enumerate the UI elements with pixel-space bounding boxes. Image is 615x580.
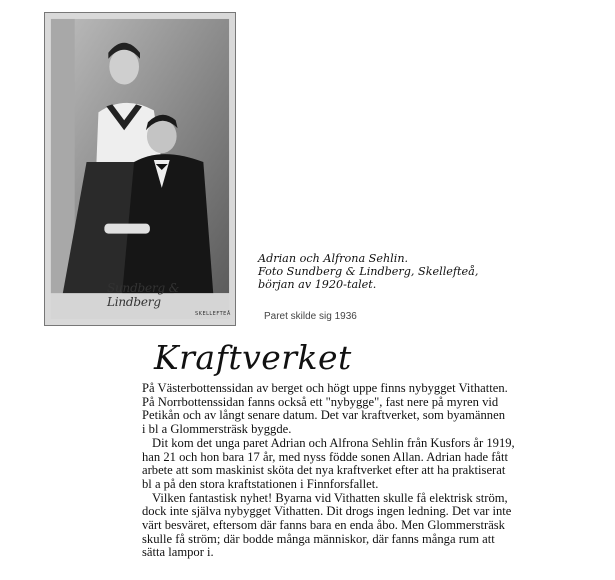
- body-line: värt besväret, eftersom där fanns bara en enda åbo. Men Glommersträsk: [142, 518, 505, 533]
- body-line: skulle få ström; där bodde många människor, där fanns många rum att: [142, 531, 495, 546]
- body-line: arbete att som maskinist sköta det nya kraftverket efter att ha praktiserat: [142, 463, 506, 478]
- photo-note: Paret skilde sig 1936: [264, 311, 357, 322]
- photo-caption: [258, 252, 558, 292]
- photographer-stamp-location: SKELLEFTEÅ: [195, 311, 231, 317]
- caption-line: början av 1920-talet.: [258, 278, 377, 292]
- portrait-photo: [44, 12, 236, 326]
- body-line: dock inte själva nybygget Vithatten. Dit drogs ingen ledning. Det var inte: [142, 504, 512, 519]
- body-line: Vilken fantastisk nyhet! Byarna vid Vithatten skulle få elektrisk ström,: [152, 490, 508, 505]
- photographer-stamp: Sundberg & Lindberg: [107, 281, 180, 309]
- caption-line: Adrian och Alfrona Sehlin.: [258, 252, 409, 265]
- article-body: [142, 382, 580, 560]
- portrait-image: [45, 13, 235, 325]
- caption-line: Foto Sundberg & Lindberg, Skellefteå,: [258, 265, 479, 279]
- body-line: Dit kom det unga paret Adrian och Alfrona Sehlin från Kusfors år 1919,: [152, 435, 515, 450]
- body-line: Petikån och av långt senare datum. Det var kraftverket, som byamännen: [142, 408, 505, 423]
- body-line: sätta lampor i.: [142, 545, 214, 560]
- body-line: På Norrbottenssidan fanns också ett "nybygge", fast nere på myren vid: [142, 394, 499, 409]
- body-line: bl a på den stora kraftstationen i Finnforsfallet.: [142, 476, 379, 491]
- body-line: På Västerbottenssidan av berget och högt uppe finns nybygget Vithatten.: [142, 381, 508, 395]
- body-line: han 21 och hon bara 17 år, med nyss födde sonen Allan. Adrian hade fått: [142, 449, 509, 464]
- section-heading: Kraftverket: [154, 338, 352, 377]
- body-line: i bl a Glommersträsk byggde.: [142, 422, 292, 437]
